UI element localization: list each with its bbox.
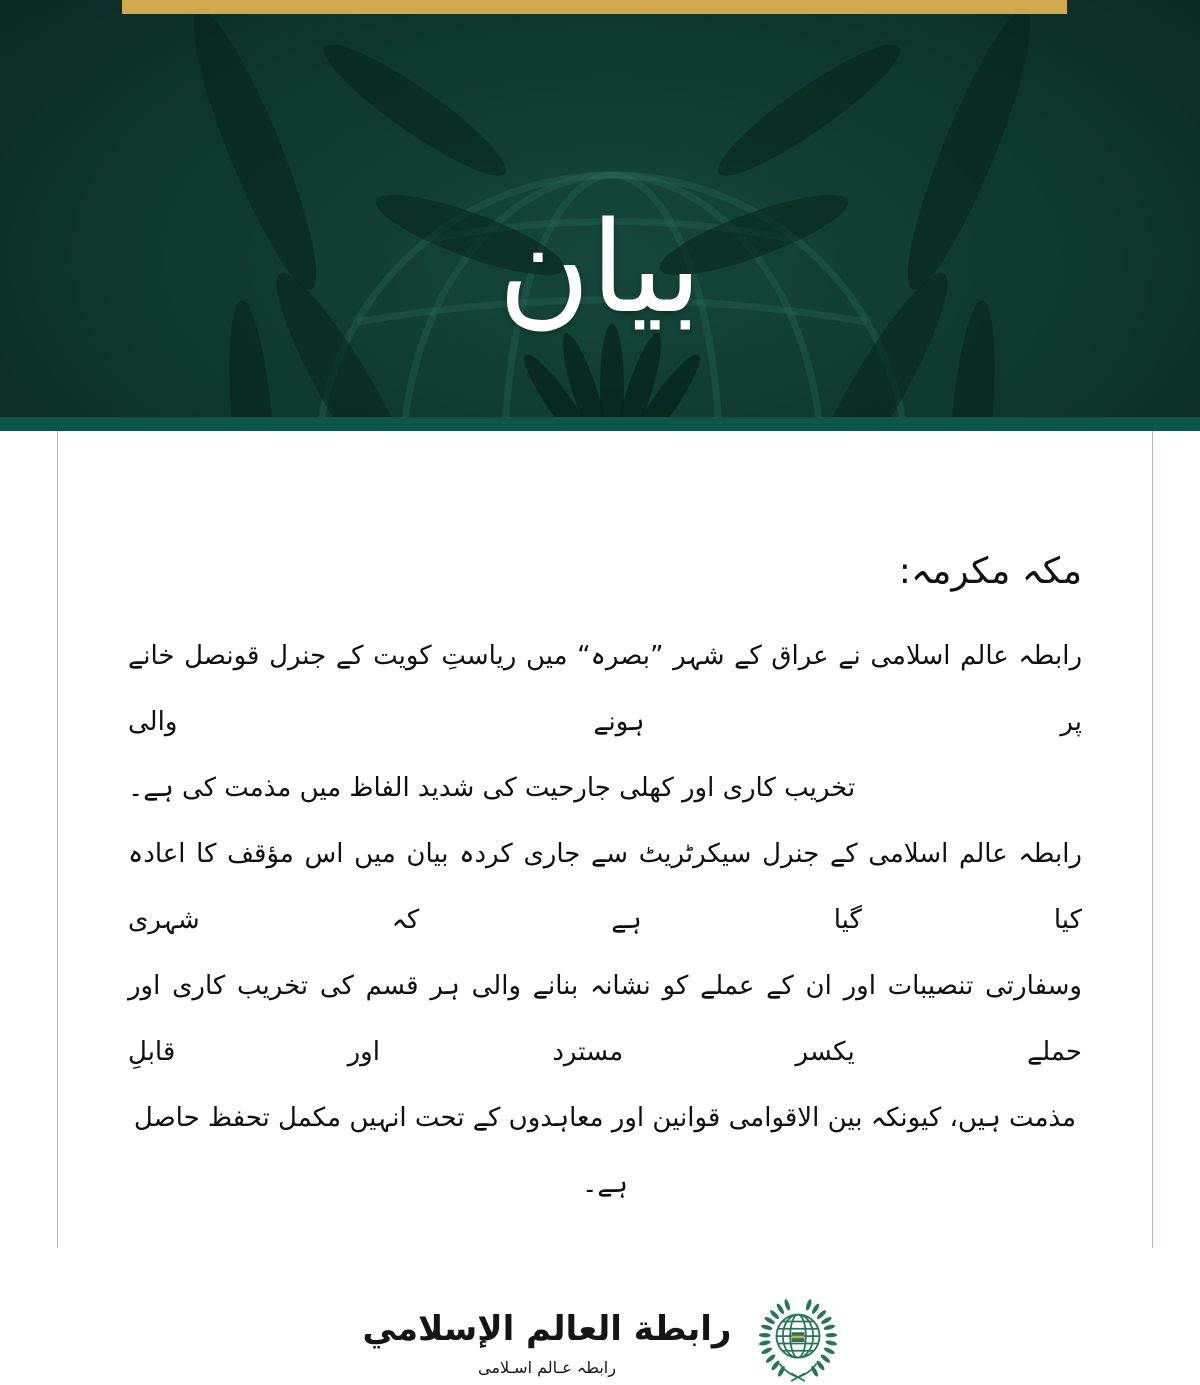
teal-divider xyxy=(0,417,1200,431)
statement-title: بیان xyxy=(497,194,702,341)
logo-urdu-caption: رابطہ عـالم اسـلامی xyxy=(478,1357,616,1377)
paragraph-2 xyxy=(128,821,1082,1217)
logo-arabic-calligraphy: رابطة العالم الإسلامي xyxy=(362,1309,732,1350)
mwl-logo xyxy=(128,1299,1082,1385)
dateline-heading: مکہ مکرمہ: xyxy=(898,551,1082,592)
gold-accent-bar xyxy=(122,0,1067,14)
text-line: مذمت ہیں، کیونکہ بین الاقوامی قوانین اور معاہدوں کے تحت انہیں مکمل تحفظ حاصل ہے۔ xyxy=(133,1103,1077,1200)
header-banner xyxy=(0,0,1200,417)
text-line: رابطہ عالم اسلامی کے جنرل سیکرٹریٹ سے جاری کردہ بیان میں اس مؤقف کا اعادہ کیا گیا ہے کہ شہری xyxy=(128,839,1082,936)
logo-text-block xyxy=(363,1308,732,1377)
paragraph-1 xyxy=(128,623,1082,821)
text-line: وسفارتی تنصیبات اور ان کے عملے کو نشانہ بنانے والی ہر قسم کی تخریب کاری اور حملے یکسر مسترد اور قابلِ xyxy=(128,971,1082,1068)
text-line: رابطہ عالم اسلامی نے عراق کے شہر ”بصرہ“ میں ریاستِ کویت کے جنرل قونصل خانے پر ہونے والی xyxy=(128,641,1082,738)
statement-body xyxy=(128,623,1082,1217)
mwl-globe-wreath-emblem-icon xyxy=(749,1299,847,1385)
text-line: تخریب کاری اور کھلی جارحیت کی شدید الفاظ میں مذمت کی ہے۔ xyxy=(128,773,856,804)
statement-card xyxy=(57,431,1153,1377)
